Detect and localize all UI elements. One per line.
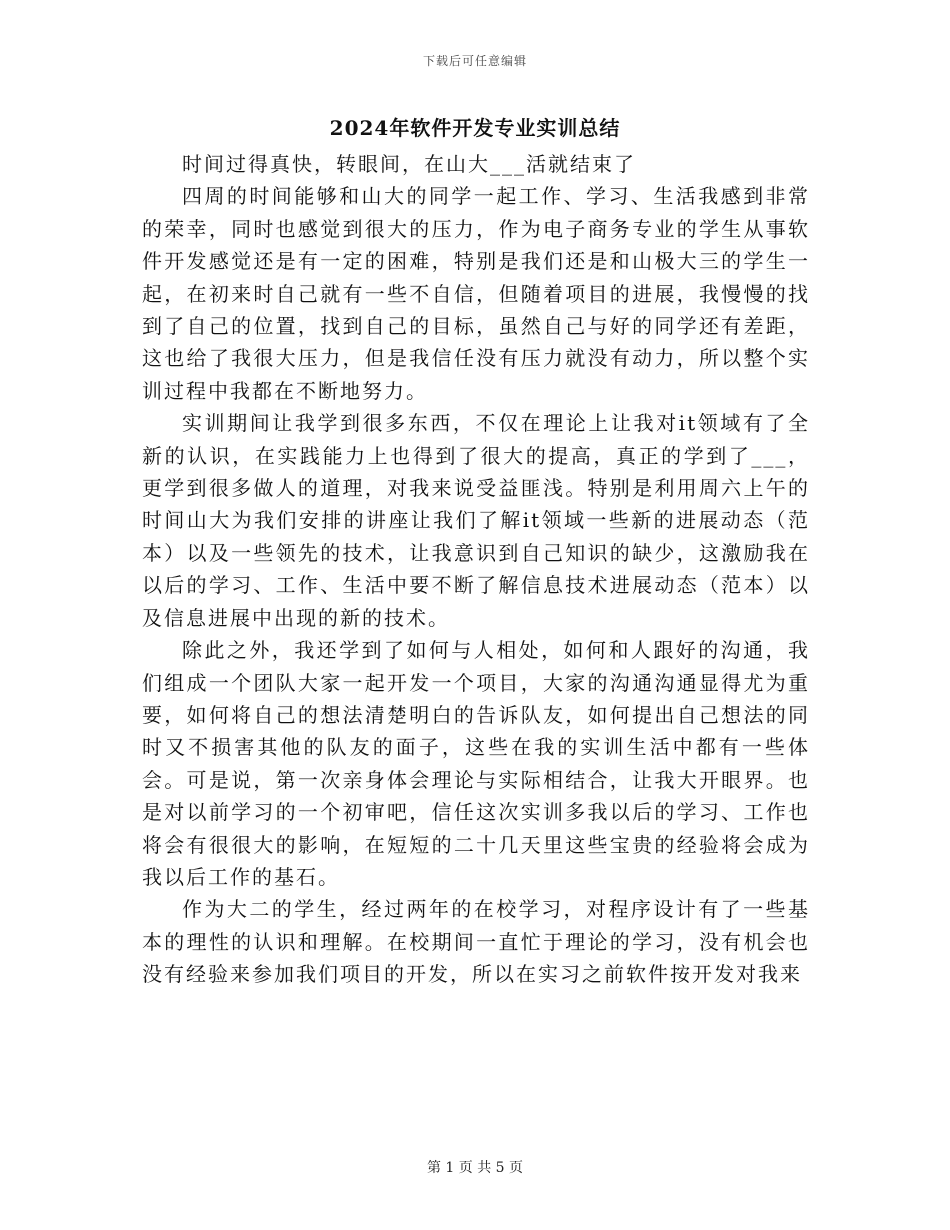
paragraph: 除此之外，我还学到了如何与人相处，如何和人跟好的沟通，我们组成一个团队大家一起开发一个项目，大家的沟通沟通显得尤为重要，如何将自己的想法清楚明白的告诉队友，如何提出自己想法的同时又不损害其他的队友的面子，这些在我的实训生活中都有一些体会。可是说，第一次亲身体会理论与实际相结合，让我大开眼界。也是对以前学习的一个初审吧，信任这次实训多我以后的学习、工作也将会有很很大的影响，在短短的二十几天里这些宝贵的经验将会成为我以后工作的基石。 xyxy=(142,638,810,889)
document-title: 2024年软件开发专业实训总结 xyxy=(329,116,621,140)
paragraph: 四周的时间能够和山大的同学一起工作、学习、生活我感到非常的荣幸，同时也感觉到很大的压力，作为电子商务专业的学生从事软件开发感觉还是有一定的困难，特别是我们还是和山极大三的学生一起，在初来时自己就有一些不自信，但随着项目的进展，我慢慢的找到了自己的位置，找到自己的目标，虽然自己与好的同学还有差距，这也给了我很大压力，但是我信任没有压力就没有动力，所以整个实训过程中我都在不断地努力。 xyxy=(142,184,810,403)
page-header-note: 下载后可任意编辑 xyxy=(422,54,527,68)
document-body xyxy=(142,148,810,991)
page-number: 第 1 页 共 5 页 xyxy=(426,1160,524,1176)
paragraph: 作为大二的学生，经过两年的在校学习，对程序设计有了一些基本的理性的认识和理解。在校期间一直忙于理论的学习，没有机会也没有经验来参加我们项目的开发，所以在实习之前软件按开发对我来 xyxy=(142,897,810,987)
paragraph: 时间过得真快，转眼间，在山大___活就结束了 xyxy=(182,152,636,176)
paragraph: 实训期间让我学到很多东西，不仅在理论上让我对it领域有了全新的认识，在实践能力上也得到了很大的提高，真正的学到了___，更学到很多做人的道理，对我来说受益匪浅。特别是利用周六上午的时间山大为我们安排的讲座让我们了解it领域一些新的进展动态（范本）以及一些领先的技术，让我意识到自己知识的缺少，这激励我在以后的学习、工作、生活中要不断了解信息技术进展动态（范本）以及信息进展中出现的新的技术。 xyxy=(142,411,810,630)
